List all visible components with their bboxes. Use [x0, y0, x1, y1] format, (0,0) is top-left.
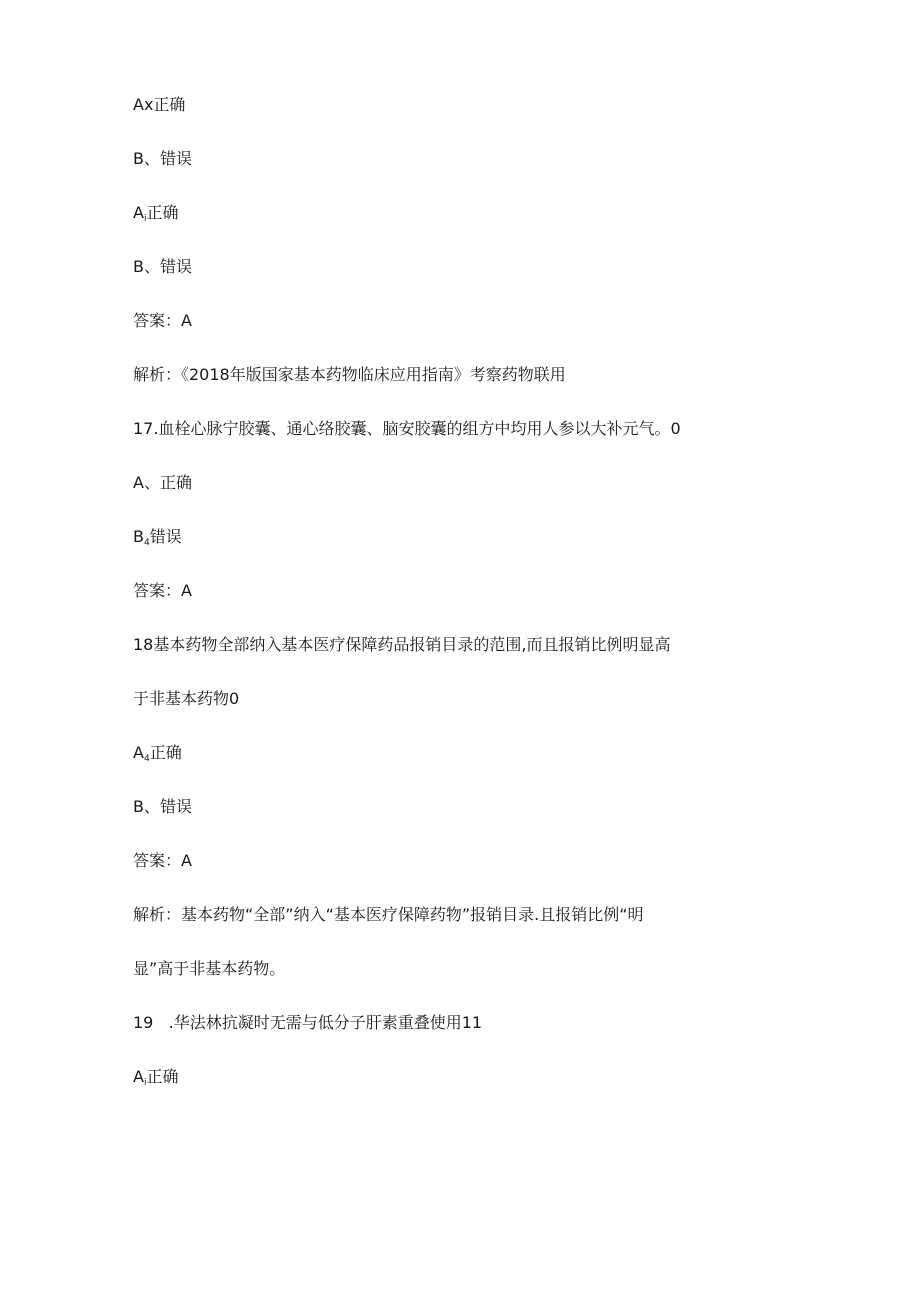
- question-17: 17.血栓心脉宁胶囊、通心络胶囊、脑安胶囊的组方中均用人参以大补元气。0: [133, 419, 681, 438]
- option-b-wrong: B、错误: [133, 257, 192, 276]
- option-letter-subscript: i: [143, 214, 147, 224]
- option-letter: A: [133, 1067, 144, 1086]
- question-19: 19 .华法林抗凝时无需与低分子肝素重叠使用11: [133, 1013, 483, 1032]
- option-text: 正确: [146, 1067, 179, 1086]
- option-a-correct: [133, 203, 178, 229]
- option-b-wrong: B、错误: [133, 797, 192, 816]
- option-text: 错误: [149, 527, 182, 546]
- option-letter: A: [133, 203, 144, 222]
- option-text: 正确: [149, 743, 182, 762]
- option-a-correct: Ax正确: [133, 95, 186, 114]
- option-a-correct: A、正确: [133, 473, 192, 492]
- option-text: 正确: [146, 203, 179, 222]
- option-letter-subscript: 4: [143, 754, 150, 764]
- answer-line: 答案：A: [133, 581, 192, 600]
- option-letter: A: [133, 743, 144, 762]
- question-18: 18基本药物全部纳入基本医疗保障药品报销目录的范围,而且报销比例明显高: [133, 635, 671, 654]
- option-b-wrong: [133, 527, 182, 553]
- option-letter: B: [133, 527, 144, 546]
- answer-line: 答案：A: [133, 851, 192, 870]
- answer-line: 答案：A: [133, 311, 192, 330]
- explanation-line: 解析：基本药物“全部”纳入“基本医疗保障药物”报销目录.且报销比例“明: [133, 905, 644, 924]
- option-a-correct: [133, 1067, 178, 1093]
- option-a-correct: [133, 743, 182, 769]
- explanation-continued: 显”高于非基本药物。: [133, 959, 286, 978]
- question-18-continued: 于非基本药物0: [133, 689, 240, 708]
- option-letter-subscript: 4: [143, 538, 150, 548]
- option-letter-subscript: i: [143, 1078, 147, 1088]
- option-b-wrong: B、错误: [133, 149, 192, 168]
- explanation-line: 解析：《2018年版国家基本药物临床应用指南》考察药物联用: [133, 365, 566, 384]
